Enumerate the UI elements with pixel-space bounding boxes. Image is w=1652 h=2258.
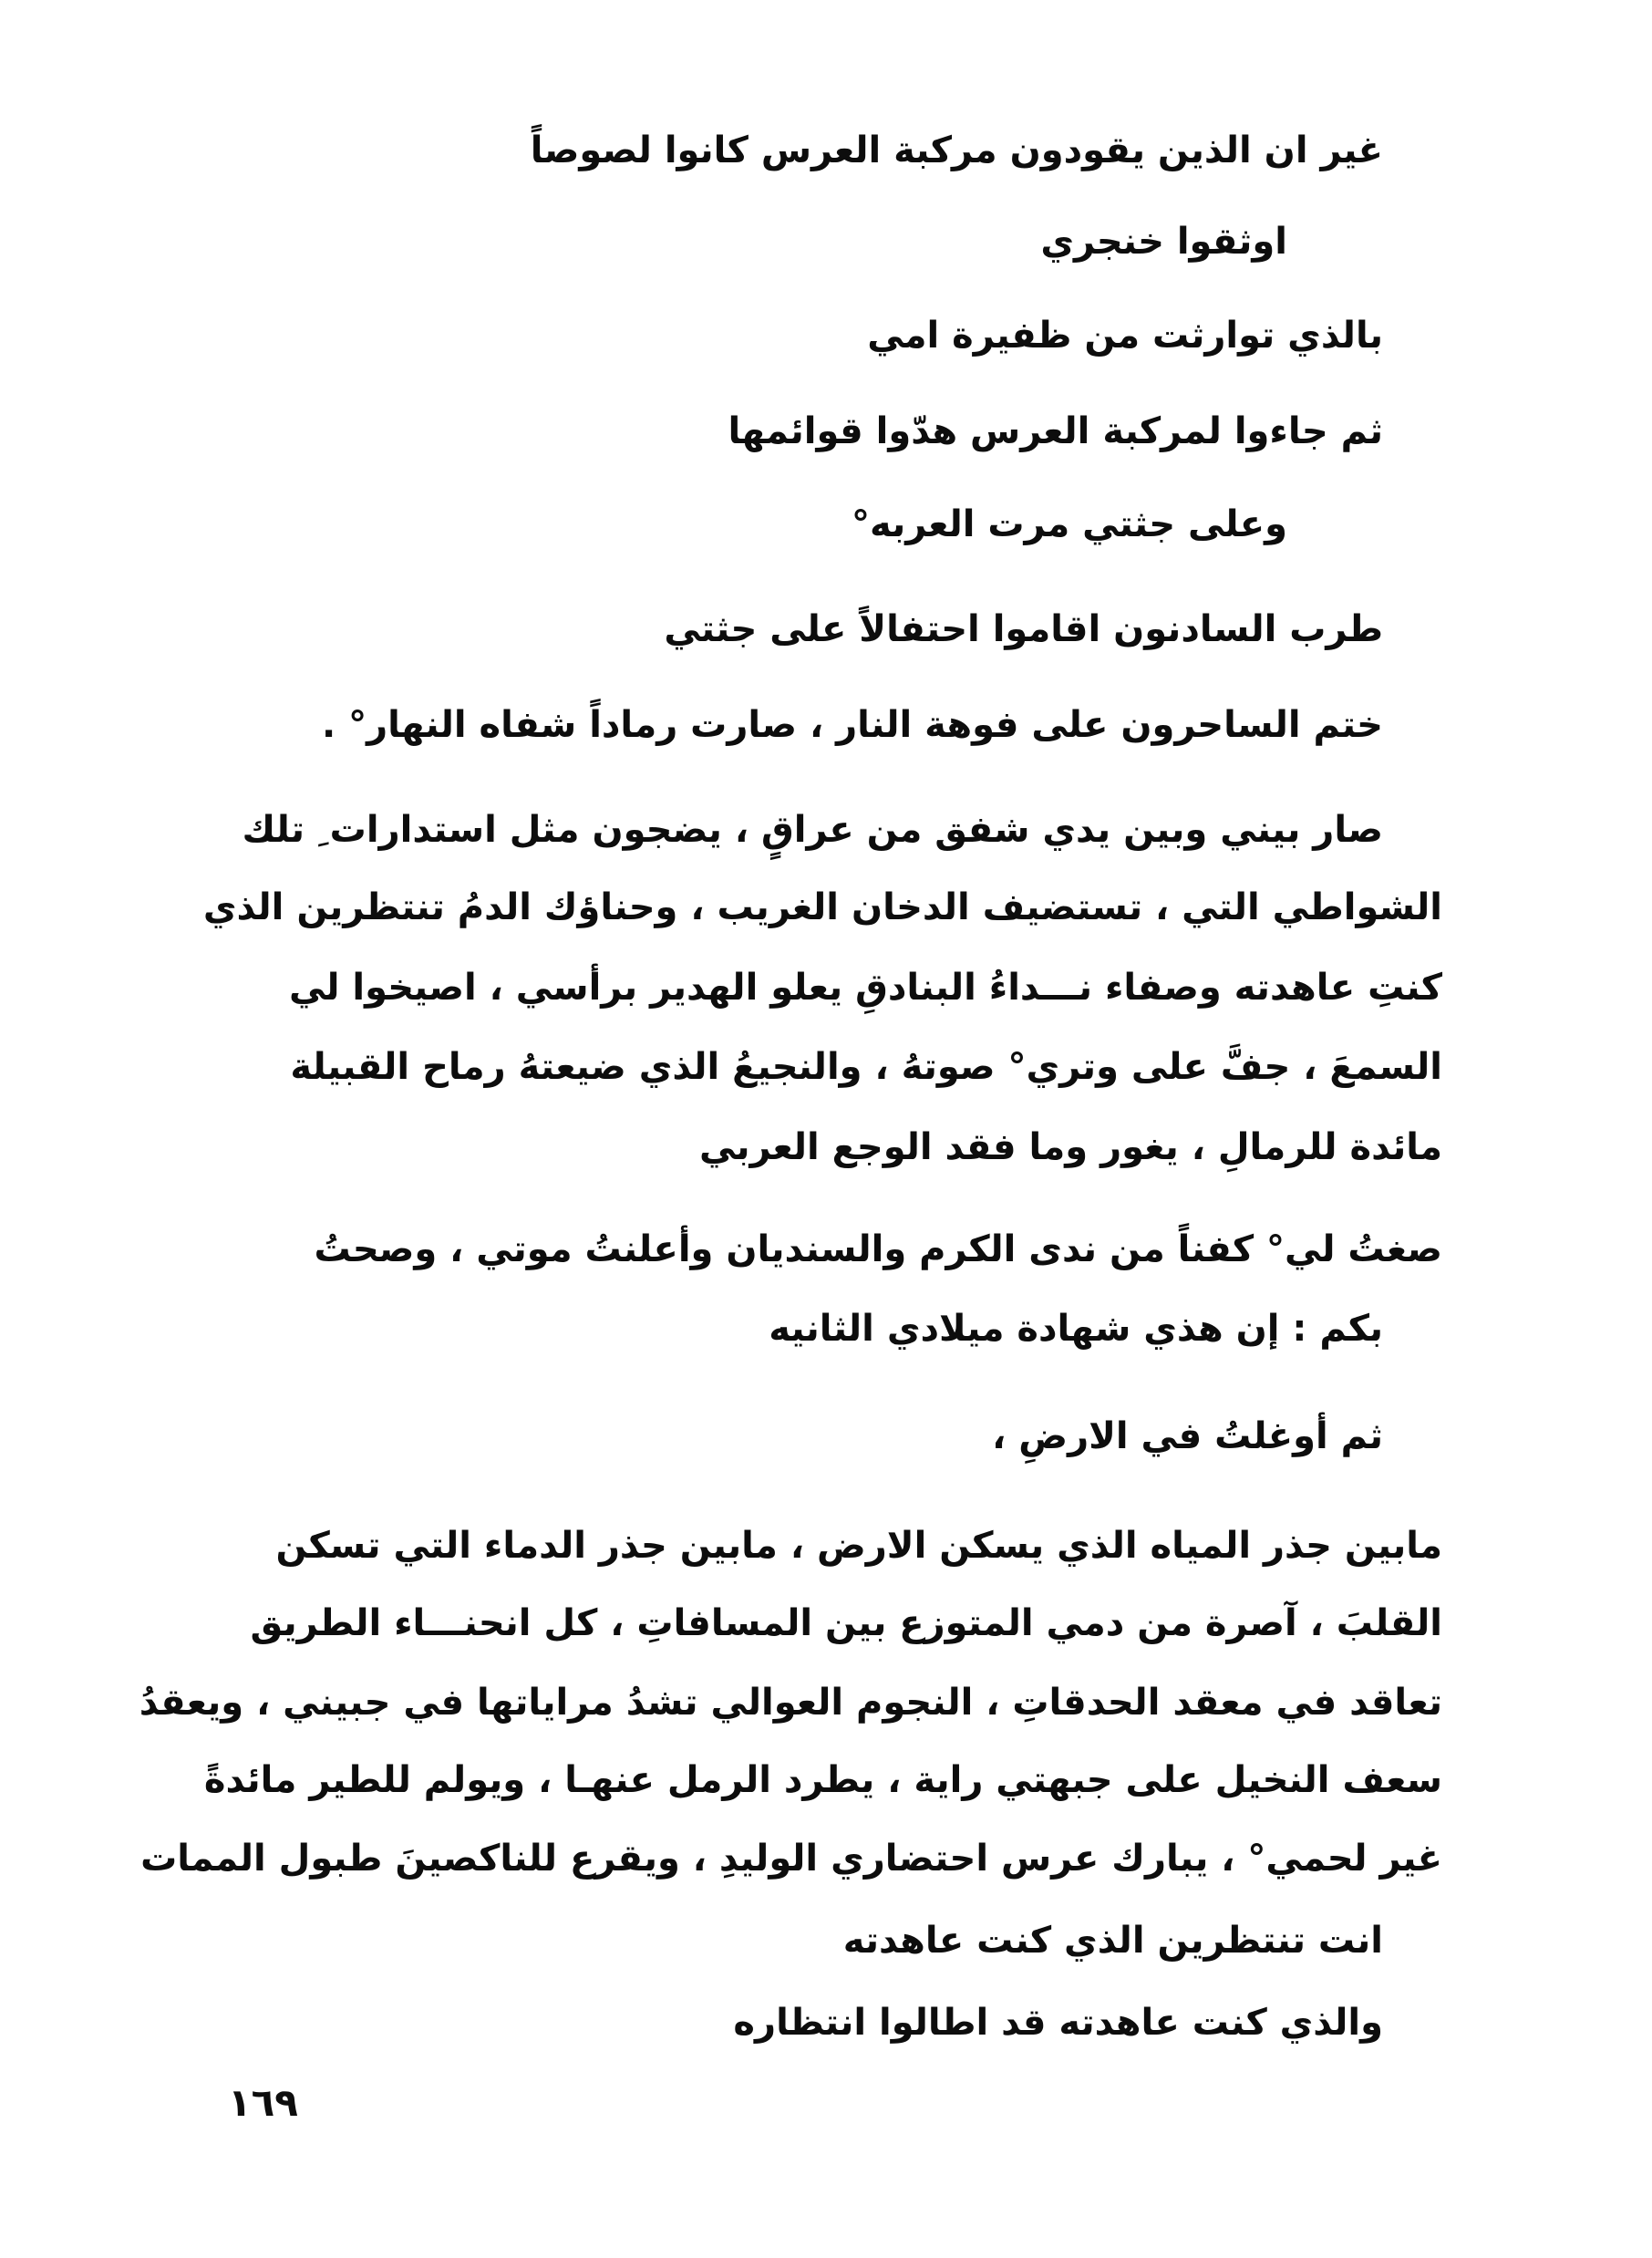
text-line: غير لحمي° ، يبارك عرس احتضاري الوليدِ ، ويقرع للناكصينَ طبول الممات (140, 1838, 1442, 1880)
text-line: ختم الساحرون على فوهة النار ، صارت رماداً شفاه النهار° . (321, 704, 1383, 746)
text-line: غير ان الذين يقودون مركبة العرس كانوا لصوصاً (530, 129, 1383, 171)
text-line: اوثقوا خنجري (1040, 221, 1287, 263)
text-line: بالذي توارثت من ظفيرة امي (867, 315, 1383, 357)
text-line: سعف النخيل على جبهتي راية ، يطرد الرمل عنهـا ، ويولم للطير مائدةً (203, 1759, 1442, 1801)
text-line: بكم : إن هذي شهادة ميلادي الثانيه (769, 1308, 1383, 1350)
text-line: مابين جذر المياه الذي يسكن الارض ، مابين جذر الدماء التي تسكن (275, 1525, 1442, 1567)
text-line: ثم جاءوا لمركبة العرس هدّوا قوائمها (728, 410, 1383, 452)
text-line: وعلى جثتي مرت العربه° (851, 503, 1287, 545)
text-line: الشواطي التي ، تستضيف الدخان الغريب ، وحناؤك الدمُ تنتظرين الذي (202, 886, 1442, 928)
text-line: مائدة للرمالِ ، يغور وما فقد الوجع العربي (699, 1126, 1442, 1168)
text-line: والذي كنت عاهدته قد اطالوا انتظاره (733, 2002, 1383, 2044)
text-line: تعاقد في معقد الحدقاتِ ، النجوم العوالي تشدُ مراياتها في جبيني ، ويعقدُ (139, 1682, 1442, 1724)
text-line: السمعَ ، جفَّ على وتري° صوتهُ ، والنجيعُ الذي ضيعتهُ رماح القبيلة (290, 1046, 1442, 1088)
text-line: القلبَ ، آصرة من دمي المتوزع بين المسافاتِ ، كل انحنـــاء الطريق (250, 1602, 1442, 1644)
text-line: طرب السادنون اقاموا احتفالاً على جثتي (664, 608, 1383, 650)
page-number: ١٦٩ (228, 2080, 298, 2125)
text-line: صار بيني وبين يدي شفق من عراقٍ ، يضجون مثل استدارات ِ تلك (242, 809, 1383, 851)
text-line: صغتُ لي° كفناً من ندى الكرم والسنديان وأعلنتُ موتي ، وصحتُ (314, 1228, 1442, 1270)
text-line: كنتِ عاهدته وصفاء نـــداءُ البنادقِ يعلو الهدير برأسي ، اصيخوا لي (289, 967, 1442, 1009)
text-line: ثم أوغلتُ في الارضِ ، (992, 1415, 1383, 1457)
text-line: انت تنتظرين الذي كنت عاهدته (842, 1920, 1383, 1962)
